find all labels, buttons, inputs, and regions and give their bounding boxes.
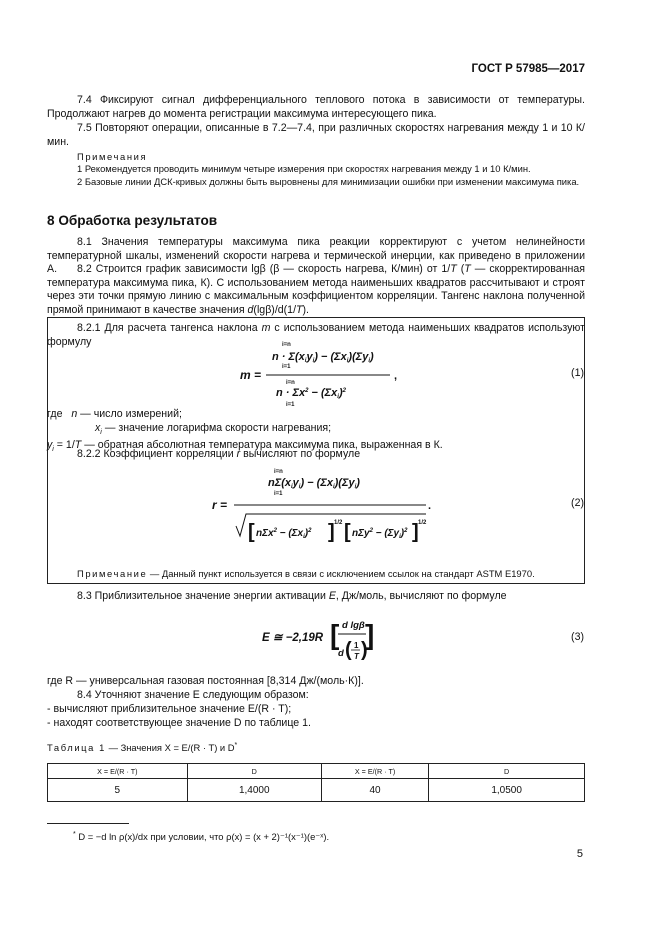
svg-text:m =: m = [240,368,262,382]
svg-text:]: ] [365,619,375,650]
table-1 [47,763,585,802]
paragraph-8-2: 8.2 Строится график зависимости lgβ (β — скорость нагрева, К/мин) от 1/T (T — скорректированная температура максимума пика, К). С использованием метода наименьших квадратов рассчитывают и строят через эти точки прямую линию с максимальным коэффициентом корреляции. Тангенс наклона полученной прямой принимают в качестве значения d(lgβ)/d(1/T). [47,263,585,316]
svg-text:d: d [338,648,344,659]
where-r: где R — универсальная газовая постоянная [8,314 Дж/(моль·К)]. [47,675,364,687]
svg-text:i=n: i=n [282,342,291,348]
table-header-cell: X = E/(R · T) [321,764,428,779]
footnote-divider [47,823,129,824]
paragraph-8-2-2: 8.2.2 Коэффициент корреляции r вычисляют по формуле [77,448,361,460]
equation-3-number: (3) [571,631,584,643]
paragraph-8-4: 8.4 Уточняют значение E следующим образом: [77,689,309,701]
formula-3-activation-energy [262,606,375,668]
bullet-2: - находят соответствующее значение D по таблице 1. [47,717,311,729]
svg-text:i=1: i=1 [274,491,283,497]
svg-text:[: [ [344,521,351,543]
svg-text:(: ( [345,639,352,661]
table-cell: 40 [321,779,428,802]
svg-text:]: ] [328,521,335,543]
svg-text:): ) [361,639,368,661]
svg-text:E ≅ −2,19R: E ≅ −2,19R [262,632,324,644]
svg-text:[: [ [248,521,255,543]
bullet-1: - вычисляют приблизительное значение E/(R · T); [47,703,292,715]
table-header-row [48,764,585,779]
equation-2-number: (2) [571,497,584,509]
svg-text:i=1: i=1 [282,364,291,370]
svg-text:d lgβ: d lgβ [342,620,365,631]
paragraph-8-3: 8.3 Приблизительное значение энергии активации E, Дж/моль, вычисляют по формуле [77,590,507,602]
table-cell: 1,0500 [429,779,585,802]
note-2: 2 Базовые линии ДСК-кривых должны быть выровнены для минимизации ошибки при изменении максимума пика. [77,176,580,187]
svg-text:,: , [394,370,398,382]
paragraph-7-5: 7.5 Повторяют операции, описанные в 7.2—7.4, при различных скоростях нагревания между 1 и 10 К/мин. [47,122,585,148]
svg-text:[: [ [330,619,340,650]
svg-text:n · Σx2 − (Σxi)2: $n \cdot \Sigma x^2 - (\Sigma xi)^2$ [276,387,346,400]
table-cell: 5 [48,779,188,802]
svg-text:]: ] [412,521,419,543]
svg-text:1/2: 1/2 [418,520,427,526]
table-row [48,779,585,802]
svg-text:i=n: i=n [286,380,295,386]
paragraph-8-2-1: 8.2.1 Для расчета тангенса наклона m с использованием метода наименьших квадратов используют формулу [47,322,585,348]
section-8-heading: 8 Обработка результатов [47,213,218,228]
svg-text:nΣx2 − (Σxi)2: $n\Sigma x^2 - (\Sigma x_i)^2$ [256,528,312,540]
formula-2-correlation [212,464,442,560]
equation-1-number: (1) [571,367,584,379]
svg-text:.: . [428,500,432,512]
table-header-cell: D [429,764,585,779]
svg-text:nΣ(xiyi) − (Σxi)(Σyi): nΣ(xiyi) − (Σxi)(Σyi) [268,477,360,490]
svg-text:i=1: i=1 [286,402,295,408]
paragraph-8-1: 8.1 Значения температуры максимума пика реакции корректируют с учетом нелинейности температурной шкалы, изменений скорости нагрева и термической инерции, как приведено в приложении А. [47,236,585,276]
footnote: * D = −d ln ρ(x)/dx при условии, что ρ(x) = (x + 2)⁻¹(x⁻¹)(e⁻ˣ). [73,831,330,843]
notes-title: Примечания [77,151,148,162]
table-cell: 1,4000 [187,779,321,802]
svg-text:T: T [354,652,359,661]
formula-1-slope [240,338,410,410]
svg-text:r =: r = [212,498,228,512]
box-note: Примечание — Данный пункт используется в связи с исключением ссылок на стандарт ASTM E1970. [77,568,535,579]
svg-text:1: 1 [354,641,359,650]
table-caption: Таблица 1 — Значения X = E/(R · T) и D* [47,742,238,754]
svg-text:n · Σ(xiyi) − (Σxi)(Σyi): n · Σ(xiyi) − (Σxi)(Σyi) [272,351,374,364]
svg-text:1/2: 1/2 [334,520,343,526]
table-header-cell: D [187,764,321,779]
paragraph-7-4: 7.4 Фиксируют сигнал дифференциального теплового потока в зависимости от температуры. Продолжают нагрев до момента регистрации максимума интересующего пика. [47,94,585,120]
page-number: 5 [576,848,583,860]
note-1: 1 Рекомендуется проводить минимум четыре измерения при скоростях нагревания между 1 и 10 К/мин. [77,163,531,174]
svg-text:i=n: i=n [274,469,283,475]
svg-text:nΣy2 − (Σyi)2: $n\Sigma y^2 - (\Sigma y_i)^2$ [352,528,408,540]
document-id: ГОСТ Р 57985—2017 [471,63,585,75]
table-header-cell: X = E/(R · T) [48,764,188,779]
where-block: где n — число измерений; $x_i$ — значение логарифма скорости нагревания; $y_i = 1/T$ — обратная абсолютная температура максимума пика, выраженная в К. [47,408,443,454]
